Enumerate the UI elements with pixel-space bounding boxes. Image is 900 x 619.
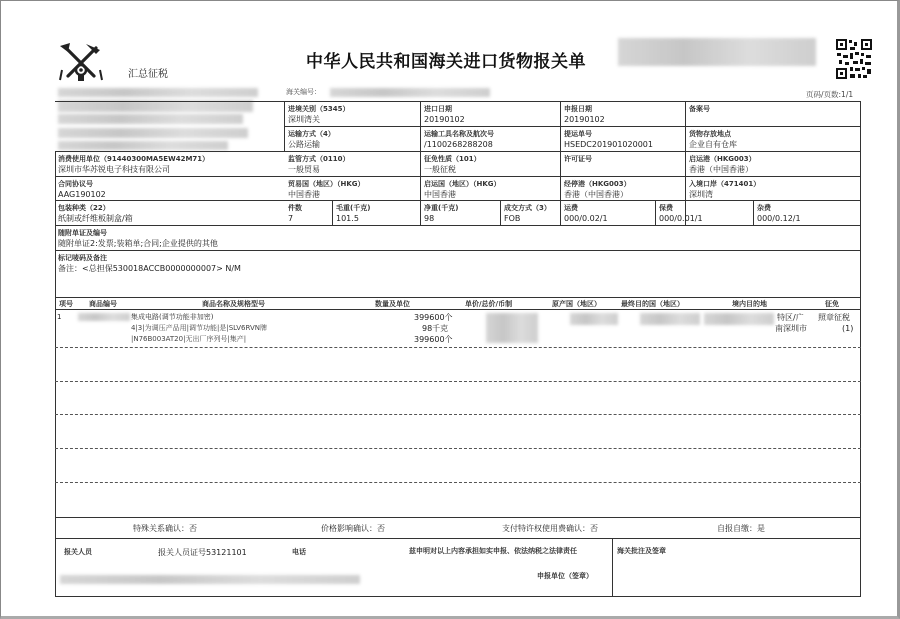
docs-label: 随附单证及编号 <box>58 229 107 237</box>
quantity-1: 399600个 <box>414 313 453 322</box>
redacted-header-code <box>618 38 816 66</box>
phone-label: 电话 <box>292 548 306 556</box>
redacted-domestic <box>704 313 774 325</box>
redacted-consignor-4 <box>58 141 228 150</box>
tax-mode-label: 汇总征税 <box>128 69 168 80</box>
trade-country-label: 贸易国（地区）（HKG） <box>288 180 365 188</box>
grid-line <box>55 297 861 298</box>
domestic-destination-line1: 特区/广 <box>777 313 804 322</box>
customs-note-label: 海关批注及签章 <box>617 547 666 555</box>
redacted-hs-code <box>78 313 130 321</box>
col-header-price: 单价/总价/币制 <box>465 300 513 308</box>
deal-mode-label: 成交方式（3） <box>504 204 551 212</box>
grid-line <box>500 200 501 225</box>
tax-treatment-line1: 照章征税 <box>818 313 850 322</box>
bill-no-value: HSEDC201901020001 <box>564 140 653 149</box>
departure-port-label: 启运港（HKG003） <box>689 155 756 163</box>
origin-country-value: 中国香港 <box>424 190 456 199</box>
gross-weight-value: 101.5 <box>336 214 359 223</box>
declare-date-label: 申报日期 <box>564 105 592 113</box>
marks-label: 标记唛码及备注 <box>58 254 107 262</box>
entry-point-label: 入境口岸（471401） <box>689 180 761 188</box>
special-relation-confirm: 特殊关系确认：否 <box>133 524 197 533</box>
grid-line <box>55 101 861 102</box>
col-header-quantity: 数量及单位 <box>375 300 410 308</box>
customs-emblem-logo <box>56 40 106 84</box>
form-title: 中华人民共和国海关进口货物报关单 <box>306 52 586 72</box>
redacted-pre-entry <box>58 88 258 97</box>
redacted-destination <box>640 313 700 325</box>
entry-port-value: 深圳湾关 <box>288 115 320 124</box>
insurance-label: 保费 <box>659 204 673 212</box>
col-header-item-no: 项号 <box>59 300 73 308</box>
tax-nature-label: 征免性质（101） <box>424 155 481 163</box>
col-header-goods-name: 商品名称及规格型号 <box>202 300 265 308</box>
record-no-label: 备案号 <box>689 105 710 113</box>
storage-place-label: 货物存放地点 <box>689 130 731 138</box>
item-row-divider <box>55 414 861 415</box>
col-header-destination-country: 最终目的国（地区） <box>621 300 684 308</box>
gross-weight-label: 毛重(千克) <box>336 204 371 212</box>
quantity-3: 399600个 <box>414 335 453 344</box>
license-no-label: 许可证号 <box>564 155 592 163</box>
consignee-label: 消费使用单位（91440300MA5EW42M71） <box>58 155 210 163</box>
declarant-cert: 报关人员证号53121101 <box>158 548 247 557</box>
item-row-divider <box>55 381 861 382</box>
marks-value: 备注：<总担保530018ACCB0000000007> N/M <box>58 264 241 273</box>
supervision-value: 一般贸易 <box>288 165 320 174</box>
declare-date-value: 20190102 <box>564 115 605 124</box>
col-header-hs-code: 商品编号 <box>89 300 117 308</box>
grid-line <box>55 176 861 177</box>
redacted-customs-no <box>330 88 490 97</box>
self-report-confirm: 自报自缴：是 <box>717 524 765 533</box>
supervision-label: 监管方式（0110） <box>288 155 350 163</box>
net-weight-label: 净重(千克) <box>424 204 459 212</box>
page-count: 页码/页数:1/1 <box>806 90 854 99</box>
grid-line <box>55 309 861 310</box>
grid-line <box>612 538 613 596</box>
price-impact-confirm: 价格影响确认：否 <box>321 524 385 533</box>
tax-nature-value: 一般征税 <box>424 165 456 174</box>
grid-line <box>55 538 861 539</box>
import-date-label: 进口日期 <box>424 105 452 113</box>
redacted-consignor-3 <box>58 128 248 138</box>
redacted-origin <box>570 313 618 325</box>
goods-name-line1: 集成电路(调节功能非加密) <box>131 313 214 321</box>
transit-port-label: 经停港（HKG003） <box>564 180 631 188</box>
grid-line <box>420 101 421 225</box>
transport-name-label: 运输工具名称及航次号 <box>424 130 494 138</box>
goods-name-line2: 4|3|为调压产品用|调节功能|是|SLV6RVN牌 <box>131 324 268 332</box>
storage-place-value: 企业自有仓库 <box>689 140 737 149</box>
grid-line <box>753 200 754 225</box>
grid-line <box>55 596 861 597</box>
item-row-divider <box>55 347 861 348</box>
redacted-price <box>486 313 538 343</box>
grid-line <box>55 151 56 597</box>
package-type-label: 包装种类（22） <box>58 204 110 212</box>
col-header-origin: 原产国（地区） <box>552 300 601 308</box>
origin-country-label: 启运国（地区）（HKG） <box>424 180 501 188</box>
col-header-tax-treatment: 征免 <box>825 300 839 308</box>
pieces-label: 件数 <box>288 204 302 212</box>
grid-line <box>560 101 561 225</box>
entry-point-value: 深圳湾 <box>689 190 713 199</box>
grid-line <box>55 225 861 226</box>
consignee-value: 深圳市华苏锐电子科技有限公司 <box>58 165 170 174</box>
legal-statement: 兹申明对以上内容承担如实申报、依法纳税之法律责任 <box>409 547 577 555</box>
grid-line <box>284 126 861 127</box>
freight-value: 000/0.02/1 <box>564 214 608 223</box>
grid-line <box>655 200 656 225</box>
deal-mode-value: FOB <box>504 214 521 223</box>
docs-value: 随附单证2:发票;装箱单;合同;企业提供的其他 <box>58 239 218 248</box>
freight-label: 运费 <box>564 204 578 212</box>
grid-line <box>55 250 861 251</box>
item-row-divider <box>55 482 861 483</box>
transport-name-value: /1100268288208 <box>424 140 493 149</box>
redacted-declaring-company <box>60 575 360 584</box>
grid-line <box>55 151 861 152</box>
qr-code <box>835 38 873 80</box>
declarant-label: 报关人员 <box>64 548 92 556</box>
redacted-consignor-2 <box>58 114 243 124</box>
domestic-destination-line2: 南深圳市 <box>775 324 807 333</box>
item-row-divider <box>55 448 861 449</box>
trade-country-value: 中国香港 <box>288 190 320 199</box>
item-no: 1 <box>57 313 62 321</box>
misc-fee-value: 000/0.12/1 <box>757 214 801 223</box>
quantity-2: 98千克 <box>422 324 449 333</box>
pieces-value: 7 <box>288 214 294 223</box>
entry-port-label: 进境关别（5345） <box>288 105 350 113</box>
grid-line <box>685 101 686 225</box>
col-header-domestic-destination: 境内目的地 <box>732 300 767 308</box>
insurance-value: 000/0.01/1 <box>659 214 703 223</box>
declare-unit-label: 申报单位（签章） <box>537 572 593 580</box>
import-date-value: 20190102 <box>424 115 465 124</box>
grid-line <box>55 517 861 518</box>
departure-port-value: 香港（中国香港） <box>689 165 753 174</box>
contract-no-label: 合同协议号 <box>58 180 93 188</box>
goods-name-line3: |N76B003AT20|无出厂序列号|集产| <box>131 335 247 343</box>
contract-no-value: AAG190102 <box>58 190 106 199</box>
bill-no-label: 提运单号 <box>564 130 592 138</box>
transport-mode-value: 公路运输 <box>288 140 320 149</box>
transit-port-value: 香港（中国香港） <box>564 190 628 199</box>
misc-fee-label: 杂费 <box>757 204 771 212</box>
grid-line <box>55 200 861 201</box>
tax-treatment-line2: (1) <box>842 324 854 333</box>
net-weight-value: 98 <box>424 214 435 223</box>
grid-line <box>332 200 333 225</box>
transport-mode-label: 运输方式（4） <box>288 130 335 138</box>
package-type-value: 纸制或纤维板制盒/箱 <box>58 214 133 223</box>
royalty-confirm: 支付特许权使用费确认：否 <box>502 524 598 533</box>
pre-entry-label: 海关编号： <box>286 88 321 96</box>
